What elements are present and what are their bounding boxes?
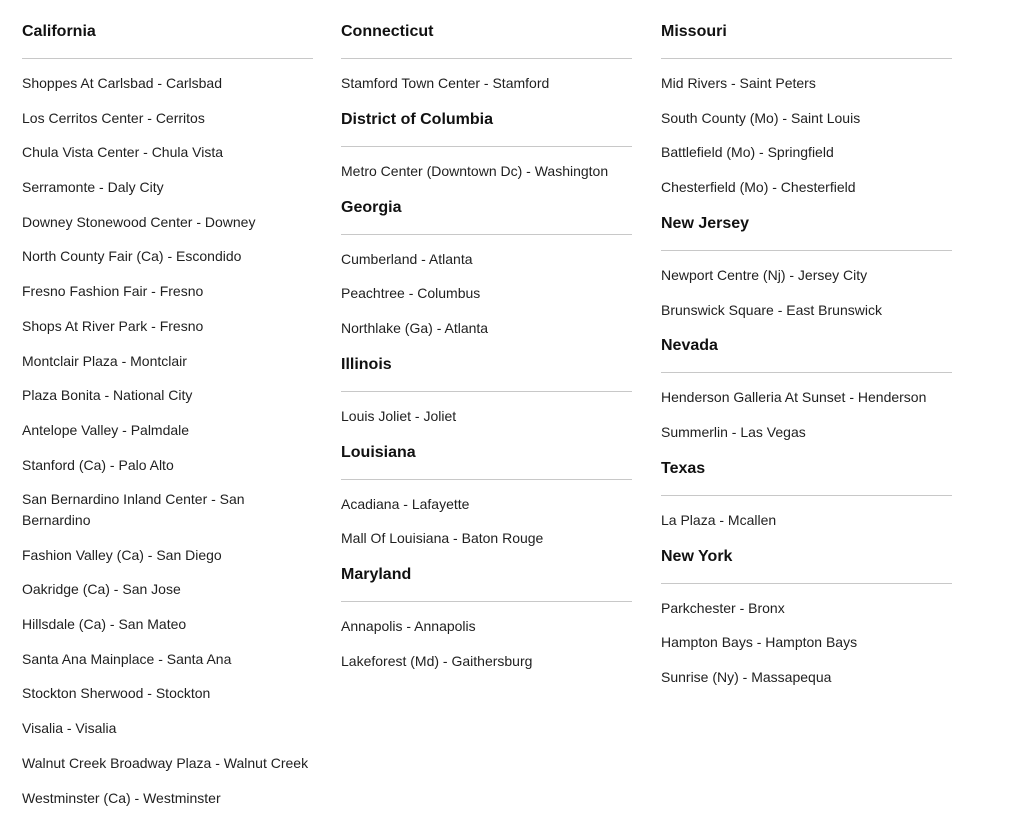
section-divider <box>341 146 632 147</box>
store-link[interactable]: San Bernardino Inland Center - San Bernardino <box>22 491 245 529</box>
store-link[interactable]: Peachtree - Columbus <box>341 285 481 302</box>
state-heading: New York <box>661 547 733 565</box>
store-link[interactable]: Mid Rivers - Saint Peters <box>661 75 816 91</box>
store-link[interactable]: Plaza Bonita - National City <box>22 387 193 404</box>
state-heading: Illinois <box>341 355 392 373</box>
store-link[interactable]: Lakeforest (Md) - Gaithersburg <box>341 652 533 669</box>
section-divider <box>341 391 632 392</box>
store-link[interactable]: Hillsdale (Ca) - San Mateo <box>22 616 187 633</box>
store-list <box>661 598 952 688</box>
state-section <box>661 335 952 442</box>
section-divider <box>341 58 632 59</box>
store-link[interactable]: Mall Of Louisiana - Baton Rouge <box>341 530 544 547</box>
state-heading: Louisiana <box>341 443 416 461</box>
store-list <box>661 510 952 531</box>
store-link[interactable]: Los Cerritos Center - Cerritos <box>22 109 205 126</box>
store-list <box>341 161 632 182</box>
store-link[interactable]: Downey Stonewood Center - Downey <box>22 213 256 230</box>
state-heading: Maryland <box>341 566 412 584</box>
store-link[interactable]: Serramonte - Daly City <box>22 179 164 196</box>
store-link[interactable]: Summerlin - Las Vegas <box>661 424 806 441</box>
store-link[interactable]: Stockton Sherwood - Stockton <box>22 685 211 702</box>
section-divider <box>22 58 313 59</box>
section-divider <box>661 58 952 59</box>
state-section <box>341 354 632 427</box>
store-link[interactable]: Battlefield (Mo) - Springfield <box>661 144 834 161</box>
store-link[interactable]: Acadiana - Lafayette <box>341 495 470 512</box>
store-link[interactable]: Montclair Plaza - Montclair <box>22 352 187 369</box>
store-link[interactable]: Santa Ana Mainplace - Santa Ana <box>22 650 232 667</box>
store-link[interactable]: Oakridge (Ca) - San Jose <box>22 581 181 598</box>
state-heading: California <box>22 23 96 40</box>
store-link[interactable]: Walnut Creek Broadway Plaza - Walnut Creek <box>22 754 309 771</box>
store-link[interactable]: Shoppes At Carlsbad - Carlsbad <box>22 75 222 91</box>
state-heading: Georgia <box>341 198 402 216</box>
store-link[interactable]: Westminster (Ca) - Westminster <box>22 789 221 806</box>
store-link[interactable]: Northlake (Ga) - Atlanta <box>341 319 489 336</box>
section-divider <box>341 234 632 235</box>
store-link[interactable]: Metro Center (Downtown Dc) - Washington <box>341 162 609 179</box>
store-link[interactable]: Antelope Valley - Palmdale <box>22 421 190 438</box>
section-divider <box>341 601 632 602</box>
store-column-1 <box>22 21 313 823</box>
store-link[interactable]: Shops At River Park - Fresno <box>22 317 204 334</box>
store-column-2 <box>341 21 632 687</box>
store-list <box>661 265 952 320</box>
store-column-3 <box>661 21 952 703</box>
store-link[interactable]: Chula Vista Center - Chula Vista <box>22 144 224 161</box>
state-heading: District of Columbia <box>341 110 494 128</box>
state-section <box>661 213 952 320</box>
store-link[interactable]: Chesterfield (Mo) - Chesterfield <box>661 179 856 196</box>
state-section <box>661 546 952 688</box>
state-section <box>661 21 952 198</box>
store-list <box>661 73 952 198</box>
store-link[interactable]: Fashion Valley (Ca) - San Diego <box>22 546 222 563</box>
store-list <box>661 387 952 442</box>
state-section <box>341 109 632 182</box>
state-heading: Texas <box>661 459 706 477</box>
store-link[interactable]: Stanford (Ca) - Palo Alto <box>22 456 174 473</box>
store-link[interactable]: Annapolis - Annapolis <box>341 618 476 635</box>
store-list <box>22 73 313 808</box>
state-section <box>341 564 632 671</box>
store-link[interactable]: Fresno Fashion Fair - Fresno <box>22 283 204 300</box>
store-link[interactable]: Cumberland - Atlanta <box>341 250 473 267</box>
store-link[interactable]: Brunswick Square - East Brunswick <box>661 301 882 318</box>
store-link[interactable]: Stamford Town Center - Stamford <box>341 75 550 91</box>
store-link[interactable]: North County Fair (Ca) - Escondido <box>22 248 242 265</box>
store-list <box>341 249 632 339</box>
store-link[interactable]: Parkchester - Bronx <box>661 599 785 616</box>
store-link[interactable]: La Plaza - Mcallen <box>661 511 777 528</box>
store-link[interactable]: Henderson Galleria At Sunset - Henderson <box>661 389 927 406</box>
store-link[interactable]: Visalia - Visalia <box>22 720 117 737</box>
store-link[interactable]: Newport Centre (Nj) - Jersey City <box>661 266 868 283</box>
section-divider <box>661 372 952 373</box>
section-divider <box>661 250 952 251</box>
state-section <box>22 21 313 808</box>
store-link[interactable]: Louis Joliet - Joliet <box>341 407 457 424</box>
store-link[interactable]: Hampton Bays - Hampton Bays <box>661 634 858 651</box>
state-section <box>341 21 632 94</box>
state-heading: New Jersey <box>661 214 750 232</box>
state-heading: Missouri <box>661 23 727 40</box>
store-list <box>341 616 632 671</box>
store-link[interactable]: South County (Mo) - Saint Louis <box>661 109 861 126</box>
section-divider <box>661 583 952 584</box>
store-list <box>341 73 632 94</box>
section-divider <box>661 495 952 496</box>
state-section <box>661 458 952 531</box>
state-heading: Connecticut <box>341 23 434 40</box>
store-link[interactable]: Sunrise (Ny) - Massapequa <box>661 669 832 685</box>
state-heading: Nevada <box>661 337 718 355</box>
state-section <box>341 442 632 549</box>
section-divider <box>341 479 632 480</box>
store-list <box>341 406 632 427</box>
state-section <box>341 197 632 339</box>
store-list <box>341 494 632 549</box>
